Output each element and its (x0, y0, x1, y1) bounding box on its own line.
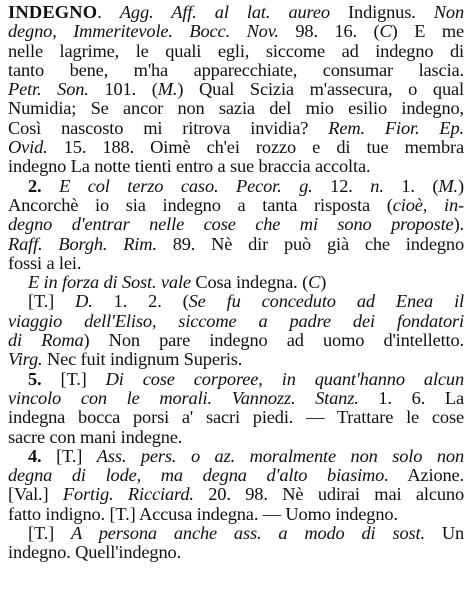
text-run: ). (453, 215, 464, 235)
entry-line (8, 61, 464, 80)
entry-line (8, 273, 464, 292)
text-run: fatto indigno. [T.] Accusa indegna. — Uomo indegno. (8, 504, 398, 524)
text-run: [Val.] (8, 485, 63, 505)
text-run: [T.] (28, 292, 76, 312)
text-run: sacre con mani indegne. (8, 427, 183, 447)
sense-number: 2. (28, 176, 60, 196)
text-run: indegno. Quell'indegno. (8, 543, 182, 563)
text-run: ) (320, 273, 327, 293)
entry-line (8, 3, 464, 22)
text-run: Un (424, 524, 464, 544)
entry-line (8, 447, 464, 466)
italic-run: degno, Immeritevole. Bocc. Nov. (8, 22, 279, 42)
italic-run: E col terzo caso. Pecor. g. (59, 176, 313, 196)
italic-run: M. (157, 80, 178, 100)
text-run: 101. ( (88, 80, 158, 100)
text-run: [T.] (56, 446, 97, 466)
sense-number: 5. (28, 369, 61, 389)
italic-run: Di cose corporee, in quant'hanno alcun (105, 369, 464, 389)
entry-body (8, 3, 464, 563)
italic-run: cioè, in- (392, 195, 464, 215)
text-run: Azione. (388, 466, 464, 486)
entry-line (8, 350, 464, 369)
italic-run: degna di lode, ma degna d'alto biasimo. (8, 466, 389, 486)
text-run: ) Non pare indegno ad uomo d'intelletto. (83, 331, 464, 351)
text-run: 20. 98. Nè udirai mai alcuno (193, 485, 464, 505)
text-run: fossi a lei. (8, 253, 82, 273)
text-run: Indignus. (329, 3, 434, 22)
entry-line (8, 22, 464, 41)
text-run: indegna bocca porsi a' sacri piedi. — Trattare le cose (8, 408, 464, 428)
italic-run: Ass. pers. o az. moralmente non solo non (96, 446, 464, 466)
text-run: [T.] (28, 524, 72, 544)
text-run: 1. 2. ( (92, 292, 189, 312)
italic-run: Se fu conceduto ad Enea il (188, 292, 464, 312)
entry-line (8, 138, 464, 157)
italic-run: degno d'entrar nelle cose che mi sono proposte (8, 215, 454, 235)
italic-run: M. (438, 176, 459, 196)
text-run: Cosa indegna. ( (190, 273, 309, 293)
italic-run: C (379, 22, 392, 42)
entry-line (8, 254, 464, 273)
italic-run: viaggio dell'Eliso, siccome a padre dei fondatori (8, 311, 464, 331)
text-run: [T.] (60, 369, 106, 389)
entry-line (8, 119, 464, 138)
entry-line (8, 505, 464, 524)
text-run: 15. 188. Oimè ch'ei rozzo e di tue membra (47, 138, 464, 158)
entry-line (8, 292, 464, 311)
entry-line (8, 157, 464, 176)
italic-run: n. (370, 176, 384, 196)
text-run: tanto bene, m'ha apparecchiate, consumar lascia. (8, 60, 464, 80)
entry-line (8, 99, 464, 118)
text-run: Numidia; Se ancor non sazia del mio esilio indegno, (8, 99, 464, 119)
entry-line (8, 408, 464, 427)
text-run: 1. ( (383, 176, 439, 196)
italic-run: A persona anche ass. a modo di sost. (71, 524, 425, 544)
text-run: indegno La notte tienti entro a sue braccia accolta. (8, 157, 371, 177)
italic-run: Fortig. Ricciard. (62, 485, 194, 505)
entry-line (8, 543, 464, 562)
text-run: Ancorchè io sia indegno a tanta risposta ( (8, 195, 393, 215)
text-run: ) E me (391, 22, 464, 42)
entry-line (8, 196, 464, 215)
italic-run: Raff. Borgh. Rim. (8, 234, 157, 254)
entry-line (8, 466, 464, 485)
italic-run: Agg. Aff. al lat. aureo (119, 3, 330, 22)
text-run: 89. Nè dir può già che indegno (156, 234, 464, 254)
italic-run: Rem. Fior. Ep. (328, 118, 464, 138)
italic-run: Petr. Son. (8, 80, 89, 100)
italic-run: Ovid. (8, 138, 48, 158)
italic-run: C (308, 273, 321, 293)
text-run: ) (458, 176, 464, 196)
entry-line (8, 177, 464, 196)
italic-run: E in forza di Sost. vale (28, 273, 191, 293)
entry-line (8, 312, 464, 331)
text-run: 98. 16. ( (278, 22, 380, 42)
text-run: 12. (312, 176, 371, 196)
headword: INDEGNO (8, 3, 98, 22)
entry-line (8, 331, 464, 350)
entry-line (8, 524, 464, 543)
entry-line (8, 235, 464, 254)
sense-number: 4. (28, 446, 57, 466)
entry-line (8, 428, 464, 447)
entry-line (8, 80, 464, 99)
entry-line (8, 370, 464, 389)
text-run: Nec fuit indignum Superis. (42, 350, 243, 370)
text-run: nelle lagrime, le quali egli, siccome ad indegno di (8, 41, 464, 61)
italic-run: D. (75, 292, 93, 312)
italic-run: vincolo con le morali. Vannozz. Stanz. (8, 388, 359, 408)
italic-run: di Roma (8, 331, 84, 351)
entry-line (8, 485, 464, 504)
entry-line (8, 215, 464, 234)
text-run: . (97, 3, 120, 22)
text-run: Così nascosto mi ritrova invidia? (8, 118, 329, 138)
text-run: 1. 6. La (358, 388, 464, 408)
italic-run: Non (433, 3, 464, 22)
text-run: ) Qual Scizia m'assecura, o qual (177, 80, 464, 100)
entry-line (8, 42, 464, 61)
entry-line (8, 389, 464, 408)
italic-run: Virg. (8, 350, 43, 370)
